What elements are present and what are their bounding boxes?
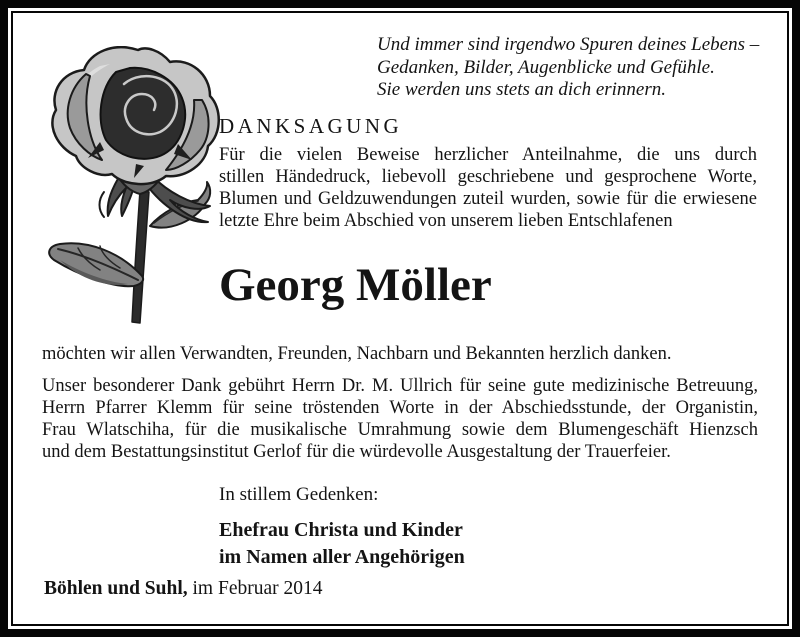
closing-lead: In stillem Gedenken: [219,484,379,505]
rose-illustration [40,46,236,324]
danksagung-heading: DANKSAGUNG [219,114,403,138]
intro-line-3: Blumen und Geldzuwendungen zuteil wurden, sowie für die erwiesene [219,189,757,209]
memorial-quote [377,34,759,102]
closing-block [219,483,465,571]
quote-line-2: Gedanken, Bilder, Augenblicke und Gefühle. [377,56,715,78]
frame-gap [8,8,792,629]
intro-line-1: Für die vielen Beweise herzlicher Anteilnahme, die uns durch [219,145,757,165]
deceased-name: Georg Möller [219,259,492,311]
rose-stem [132,190,149,323]
special-thanks-line-4: und dem Bestattungsinstitut Gerlof für die würdevolle Ausgestaltung der Trauerfeier. [42,442,671,462]
dateline-place: Böhlen und Suhl, [44,578,188,599]
rose-sepal-curl [100,192,105,217]
signature-line-2: im Namen aller Angehörigen [219,546,465,568]
special-thanks-line-2: Herrn Pfarrer Klemm für seine tröstenden Worte in der Abschiedsstunde, der Organistin, [42,398,758,418]
quote-line-3: Sie werden uns stets an dich erinnern. [377,79,667,100]
dateline [44,577,323,601]
quote-line-1: Und immer sind irgendwo Spuren deines Lebens – [377,34,760,55]
notice-sheet [11,11,789,626]
signature-line-1: Ehefrau Christa und Kinder [219,519,463,541]
thanks-line: möchten wir allen Verwandten, Freunden, Nachbarn und Bekannten herzlich danken. [42,344,672,364]
special-thanks-paragraph [42,375,758,463]
special-thanks-line-3: Frau Wlatschiha, für die musikalische Umrahmung sowie dem Blumengeschäft Hienzsch [42,420,758,440]
special-thanks-line-1: Unser besonderer Dank gebührt Herrn Dr. M. Ullrich für seine gute medizinische Betreuung, [42,376,758,396]
intro-paragraph [219,144,757,232]
dateline-date: im Februar 2014 [187,578,323,599]
intro-line-2: stillen Händedruck, liebevoll geschriebene und gesprochene Worte, [219,167,757,187]
intro-line-4: letzte Ehre beim Abschied von unserem lieben Entschlafenen [219,211,673,231]
